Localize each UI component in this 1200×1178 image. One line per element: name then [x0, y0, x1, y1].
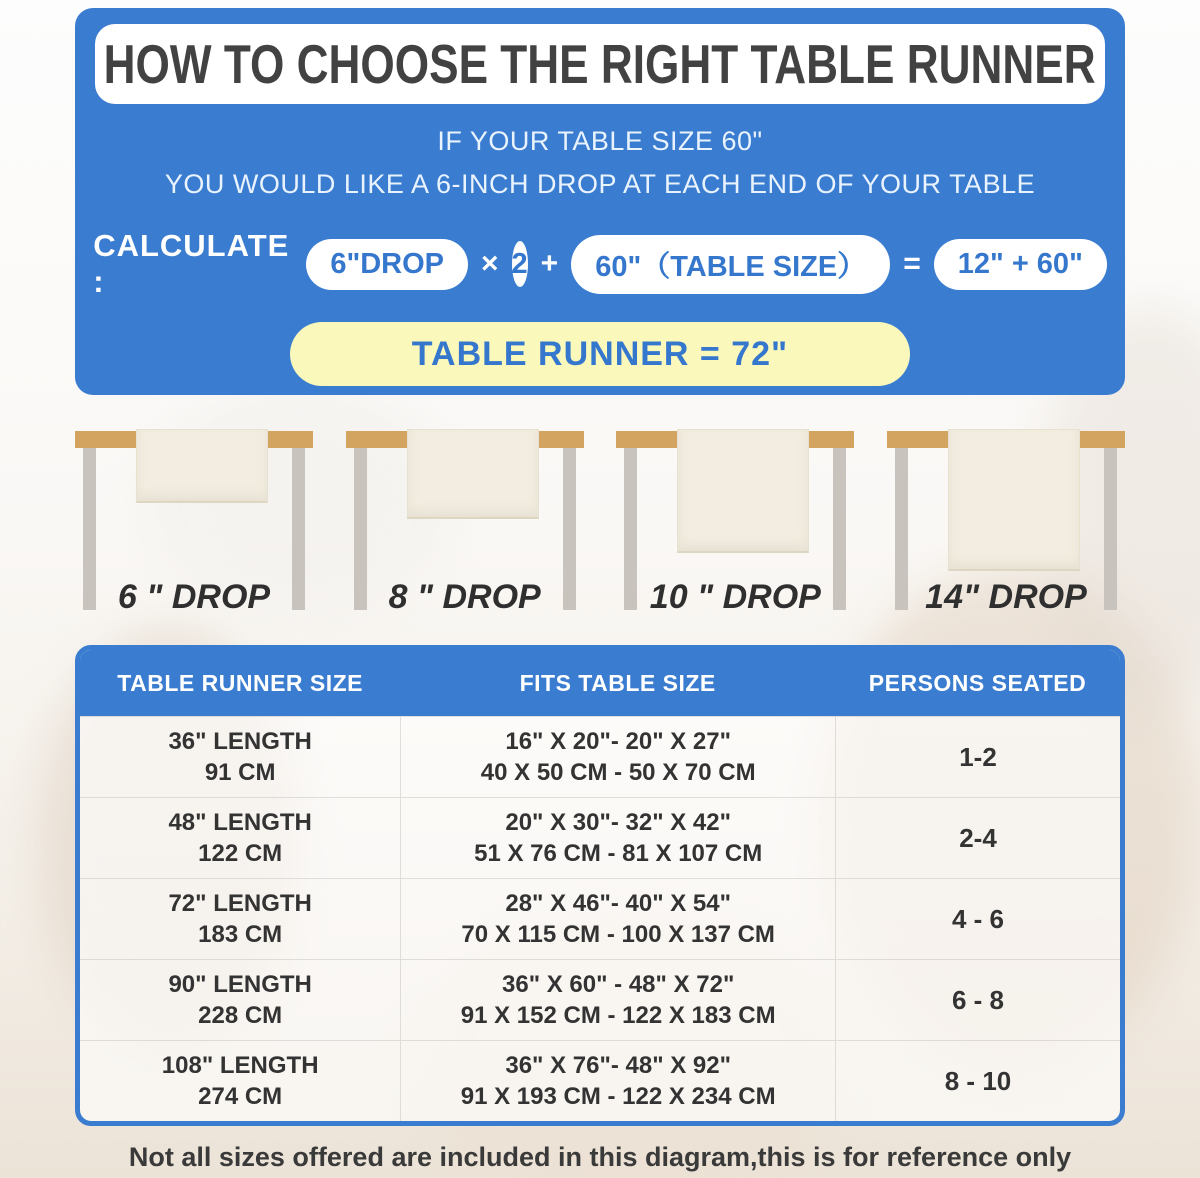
runner-size-cell: [80, 879, 400, 959]
drop-illustrations: [75, 431, 1125, 617]
runner-cloth: [136, 429, 268, 503]
persons-cell: [835, 798, 1120, 878]
runner-cloth: [677, 429, 809, 553]
table-size-pill: 60"（TABLE SIZE）: [571, 235, 890, 294]
fits-inches: 28" X 46"- 40" X 54": [505, 889, 731, 917]
column-header-persons: PERSONS SEATED: [868, 669, 1087, 696]
drop-value-pill: 6"DROP: [306, 239, 468, 290]
column-header-runner-size: TABLE RUNNER SIZE: [117, 669, 364, 696]
table-figure-10-drop: [616, 431, 854, 617]
table-leg: [895, 448, 908, 610]
title-bar: [95, 24, 1105, 104]
table-figure-6-drop: [75, 431, 313, 617]
size-cm: 183 CM: [198, 921, 283, 948]
fits-size-cell: [400, 879, 835, 959]
calculate-label: CALCULATE :: [93, 228, 290, 299]
size-cm: 274 CM: [198, 1083, 283, 1110]
table-leg: [292, 448, 305, 610]
runner-size-cell: [80, 798, 400, 878]
times-operator: ×: [480, 247, 499, 280]
calculation-row: [95, 228, 1105, 300]
fits-cm: 51 X 76 CM - 81 X 107 CM: [474, 840, 763, 867]
size-cm: 122 CM: [198, 840, 283, 867]
fits-inches: 16" X 20"- 20" X 27": [505, 727, 731, 755]
page-title: HOW TO CHOOSE THE RIGHT TABLE RUNNER: [104, 33, 1096, 95]
fits-inches: 36" X 60" - 48" X 72": [502, 970, 735, 998]
fits-size-cell: [400, 798, 835, 878]
persons-cell: [835, 879, 1120, 959]
persons-cell: [835, 1041, 1120, 1121]
runner-cloth: [948, 429, 1080, 571]
drop-label: 6 " DROP: [117, 578, 271, 616]
fits-size-cell: [400, 960, 835, 1040]
total-runner-pill: TABLE RUNNER = 72": [290, 322, 910, 386]
fits-inches: 36" X 76"- 48" X 92": [505, 1051, 731, 1079]
plus-operator: +: [540, 247, 559, 280]
persons-count: 1-2: [959, 741, 997, 772]
reference-disclaimer: Not all sizes offered are included in this diagram,this is for reference only: [128, 1142, 1072, 1172]
runner-size-cell: [80, 717, 400, 797]
persons-count: 2-4: [959, 822, 997, 853]
size-inches: 72" LENGTH: [168, 889, 312, 917]
fits-cm: 70 X 115 CM - 100 X 137 CM: [461, 921, 775, 948]
size-cm: 91 CM: [204, 759, 276, 786]
size-inches: 90" LENGTH: [168, 970, 312, 998]
runner-size-cell: [80, 960, 400, 1040]
hero-subtitle-line1: IF YOUR TABLE SIZE 60": [437, 126, 763, 156]
runner-cloth: [407, 429, 539, 519]
equals-operator: =: [903, 247, 921, 280]
size-inches: 108" LENGTH: [161, 1051, 319, 1079]
table-row: [80, 878, 1120, 959]
multiplier-circle: 2: [512, 241, 528, 287]
fits-cm: 91 X 152 CM - 122 X 183 CM: [460, 1002, 776, 1029]
drop-label: 14" DROP: [925, 578, 1087, 616]
size-inches: 48" LENGTH: [168, 808, 312, 836]
table-leg: [83, 448, 96, 610]
runner-size-cell: [80, 1041, 400, 1121]
fits-size-cell: [400, 1041, 835, 1121]
table-row: [80, 959, 1120, 1040]
drop-label: 8 " DROP: [388, 578, 541, 616]
table-leg: [624, 448, 637, 610]
table-row: [80, 1040, 1120, 1121]
hero-panel: [75, 8, 1125, 395]
table-leg: [1104, 448, 1117, 610]
persons-cell: [835, 717, 1120, 797]
fits-inches: 20" X 30"- 32" X 42": [505, 808, 731, 836]
table-row: [80, 716, 1120, 797]
column-header-fits-table: FITS TABLE SIZE: [519, 669, 716, 696]
size-cm: 228 CM: [198, 1002, 283, 1029]
table-figure-8-drop: [346, 431, 584, 617]
table-figure-14-drop: [887, 431, 1125, 617]
size-reference-table: [75, 645, 1125, 1126]
persons-count: 4 - 6: [951, 903, 1005, 934]
persons-count: 6 - 8: [951, 984, 1005, 1015]
table-leg: [833, 448, 846, 610]
table-header-row: [80, 650, 1120, 716]
table-row: [80, 797, 1120, 878]
table-leg: [354, 448, 367, 610]
hero-subtitle-line2: YOU WOULD LIKE A 6-INCH DROP AT EACH END OF YOUR TABLE: [164, 169, 1036, 199]
size-inches: 36" LENGTH: [168, 727, 312, 755]
table-leg: [563, 448, 576, 610]
persons-count: 8 - 10: [944, 1065, 1012, 1096]
drop-label: 10 " DROP: [649, 578, 821, 616]
persons-cell: [835, 960, 1120, 1040]
fits-cm: 40 X 50 CM - 50 X 70 CM: [480, 759, 756, 786]
fits-size-cell: [400, 717, 835, 797]
fits-cm: 91 X 193 CM - 122 X 234 CM: [460, 1083, 776, 1110]
result-pill: 12" + 60": [934, 239, 1107, 290]
